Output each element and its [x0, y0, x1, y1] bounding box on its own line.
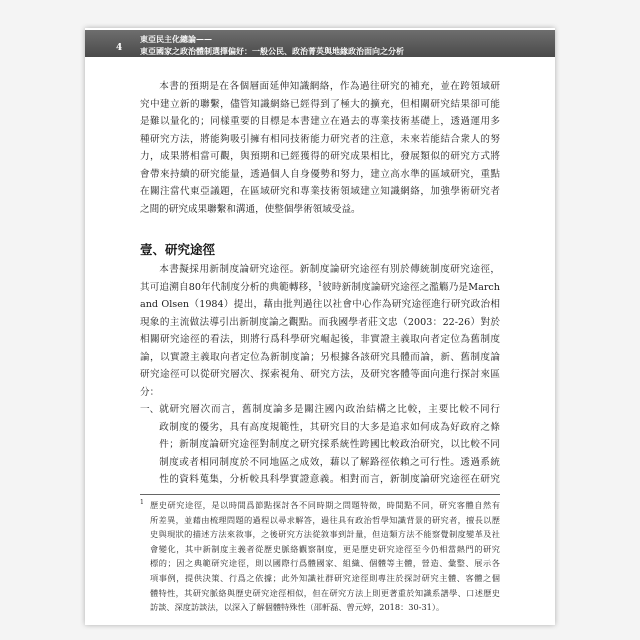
- footnote-line: 訪談、深度訪談法，以深入了解個體特殊性（邵軒磊、曾元婷，2018：30-31）。: [150, 602, 445, 613]
- footnote-separator: [140, 494, 500, 495]
- list-item-line: [140, 401, 500, 419]
- paragraph-line-text: 其可追溯自80年代制度分析的典範轉移，: [140, 281, 319, 293]
- paragraph-line: 相關研究途徑的看法，則將行爲科學研究崛起後，非實證主義取向者定位為舊制度: [140, 334, 500, 345]
- footnote-line: 歷史研究途徑，是以時間爲節點探討各不同時期之問題特徵，時間點不同，研究客體自然有: [150, 500, 500, 510]
- paragraph-line: 本書的預期是在各個層面延伸知識網絡，作為過往研究的補充，並在跨領域研: [159, 81, 500, 92]
- paragraph-line: 在關注當代東亞議題，在區域研究和專業技術領域建立知識網絡，加強學術研究者: [140, 186, 500, 197]
- list-item-text: 就研究層次而言，舊制度論多是關注國內政治結構之比較，主要比較不同行: [159, 404, 500, 415]
- footnote-line: 史與現狀的描述方法來敘事，之後研究方法從敘事到計量，但這類方法不能察覺制度變革及社: [150, 529, 500, 540]
- page-number: 4: [116, 43, 123, 53]
- section-heading: 壹、研究途徑: [140, 242, 216, 257]
- footnote-reference: 1: [318, 280, 322, 288]
- footnote-line: 體特性，其研究脈絡與歷史研究途徑相似，但在研究方法上則更著重於知識系譜學、口述歷史: [150, 587, 500, 598]
- paragraph-line: 究中建立新的聯繫，儘管知識網絡已經得到了極大的擴充，但相關研究結果卻可能: [140, 98, 500, 110]
- paragraph-line: 種研究方法，將能夠吸引擁有相同技術能力研究者的注意，未來若能結合衆人的努: [140, 133, 500, 145]
- running-header: [85, 30, 555, 57]
- paragraph-line: and Olsen（1984）提出，藉由批判過往以社會中心作為研究途徑進行研究政治相: [140, 299, 500, 310]
- paragraph-line: [140, 279, 500, 297]
- list-item: [140, 401, 500, 489]
- paragraph-line-text: 彼時新制度論研究途徑之濫觴乃是March: [321, 281, 500, 293]
- running-header-series-title: 東亞民主化總論——: [140, 34, 212, 44]
- list-item-line: 件；新制度論研究途徑對制度之研究採系統性跨國比較政治研究，以比較不同: [159, 439, 500, 450]
- footnote-line: 所差異，並藉由梳理問題的過程以尋求解答，過往具有政治哲學知識背景的研究者，擅長以歷: [150, 514, 500, 525]
- list-item-line: 制度或者相同制度於不同地區之成效，藉以了解路徑依賴之可行性。透過系統: [159, 456, 500, 468]
- list-marker: 一、: [140, 404, 160, 415]
- paragraph-line: 是難以量化的；同樣重要的目標是本書建立在過去的專業技術基礎上，透過運用多: [140, 116, 500, 127]
- paragraph-line: 本書擬採用新制度論研究途徑。新制度論研究途徑有別於傳統制度研究途徑，: [159, 264, 500, 275]
- book-page: [85, 28, 555, 625]
- paragraph-line: 現象的主流做法導引出新制度論之觀點。而我國學者莊文忠（2003：22-26）對於: [140, 316, 500, 328]
- list-item-line: 政制度的優劣，具有高度規範性，其研究目的大多是追求如何成為好政府之條: [159, 421, 500, 433]
- footnote-marker: 1: [140, 499, 144, 506]
- footnote-line: 會變化，其中新制度主義者從歷史脈絡觀察制度，更是歷史研究途徑至今仍相當熱門的研究: [150, 543, 500, 554]
- paragraph-line: 分：: [140, 386, 160, 398]
- list-item-line: 性的資料蒐集，分析較具科學實證意義。相對而言，新制度論研究途徑在研究: [159, 474, 500, 485]
- paragraph-1: [140, 78, 500, 218]
- paragraph-line: 研究途徑可以從研究層次、探索視角、研究方法，及研究客體等面向進行探討來區: [140, 369, 500, 380]
- footnote: [140, 498, 500, 615]
- paragraph-line: 會帶來持續的研究能量，透過個人自身優勢和努力，建立高水準的區域研究，重點: [140, 168, 500, 180]
- paragraph-line: 論，以實證主義取向者定位為新制度論；另根據各該研究具體而論，新、舊制度論: [140, 351, 500, 363]
- paragraph-line: 之間的研究成果聯繫和溝通，使整個學術領域受益。: [140, 203, 361, 215]
- paragraph-line: 力，成果將相當可觀，與預期和已經獲得的研究成果相比，發展類似的研究方式將: [140, 151, 500, 162]
- footnote-line: 標的；因之典範研究途徑，則以國際行爲體國家、組織、個體等主體，營造、彙整、展示各: [150, 558, 500, 569]
- footnote-line: 項事例，提供決策、行爲之依據；此外知識社群研究途徑則專注於探討研究主體、客體之個: [150, 572, 500, 583]
- running-header-book-title: 東亞國家之政治體制選擇偏好：一般公民、政治菁英與地緣政治面向之分析: [140, 46, 404, 56]
- paragraph-2: [140, 261, 500, 489]
